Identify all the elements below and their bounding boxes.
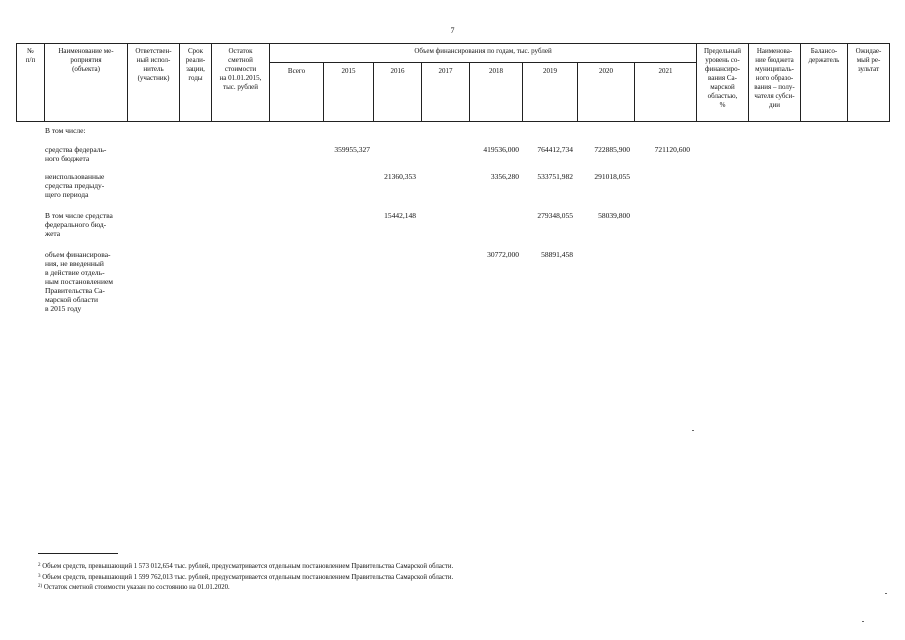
row-label: объем финансирова- ния, не введенный в действие отдель- ным постановлением Правительства Са- марской области в 2015 году bbox=[45, 250, 114, 313]
header-expected-result: Ожидае- мый ре- зультат bbox=[848, 43, 890, 122]
footnote-3 bbox=[38, 573, 453, 582]
row-label: неиспользованные средства предыду- щего периода bbox=[45, 172, 105, 199]
value-2015: 359955,327 bbox=[334, 145, 370, 154]
header-cofinancing-level: Предельный уровень со- финансиро- вания Са- марской областью, % bbox=[697, 43, 749, 122]
value-2016: 15442,148 bbox=[384, 211, 416, 220]
value-2021: 721120,600 bbox=[654, 145, 690, 154]
header-year-2020: 2020 bbox=[578, 62, 635, 122]
row-label: средства федераль- ного бюджета bbox=[45, 145, 107, 163]
header-financing-volume: Объем финансирования по годам, тыс. рублей bbox=[270, 43, 697, 63]
header-year-2017: 2017 bbox=[422, 62, 470, 122]
value-2018: 419536,000 bbox=[483, 145, 519, 154]
header-responsible: Ответствен- ный испол- нитель (участник) bbox=[128, 43, 180, 122]
value-2019: 764412,734 bbox=[537, 145, 573, 154]
footnote-2-remaining-cost bbox=[38, 583, 230, 592]
value-2019: 279348,055 bbox=[537, 211, 573, 220]
header-year-2016: 2016 bbox=[374, 62, 422, 122]
scan-speck bbox=[692, 430, 694, 431]
footnote-text: Объем средств, превышающий 1 573 012,654 тыс. рублей, предусматривается отдельным постановлением Правительства Самарской области. bbox=[40, 563, 454, 570]
header-remaining-cost: Остаток сметной стоимости на 01.01.2015, тыс. рублей bbox=[212, 43, 270, 122]
footnote-text: Остаток сметной стоимости указан по состоянию на 01.01.2020. bbox=[42, 584, 230, 591]
footnote-text: Объем средств, превышающий 1 599 762,013 тыс. рублей, предусматривается отдельным постановлением Правительства Самарской области. bbox=[40, 574, 454, 581]
value-2019: 533751,982 bbox=[537, 172, 573, 181]
row-label: В том числе средства федерального бюд- жета bbox=[45, 211, 113, 238]
header-no: № п/п bbox=[16, 43, 45, 122]
footnote-mark: 2) bbox=[38, 584, 43, 589]
header-year-2015: 2015 bbox=[324, 62, 374, 122]
value-2020: 722885,900 bbox=[594, 145, 630, 154]
header-year-2018: 2018 bbox=[470, 62, 523, 122]
page-number: 7 bbox=[450, 26, 455, 35]
scan-speck bbox=[862, 621, 864, 622]
footnote-separator bbox=[38, 553, 118, 554]
value-2016: 21360,353 bbox=[384, 172, 416, 181]
value-2018: 30772,000 bbox=[487, 250, 519, 259]
header-balance-holder: Балансо- держатель bbox=[801, 43, 848, 122]
header-year-2019: 2019 bbox=[523, 62, 578, 122]
header-budget-name: Наименова- ние бюджета муниципаль- ного образо- вания – полу- чателя субси- дии bbox=[749, 43, 801, 122]
footnote-2 bbox=[38, 562, 453, 571]
value-2020: 58039,800 bbox=[598, 211, 630, 220]
footnote-mark: 2 bbox=[38, 563, 41, 568]
header-year-2021: 2021 bbox=[635, 62, 697, 122]
header-total: Всего bbox=[270, 62, 324, 122]
value-2020: 291018,055 bbox=[594, 172, 630, 181]
header-name: Наименование ме- роприятия (объекта) bbox=[45, 43, 128, 122]
footnote-mark: 3 bbox=[38, 574, 41, 579]
header-term: Срок реали- зации, годы bbox=[180, 43, 212, 122]
row-label: В том числе: bbox=[45, 126, 86, 135]
value-2019: 58891,458 bbox=[541, 250, 573, 259]
value-2018: 3356,280 bbox=[490, 172, 519, 181]
scan-speck bbox=[885, 593, 887, 594]
